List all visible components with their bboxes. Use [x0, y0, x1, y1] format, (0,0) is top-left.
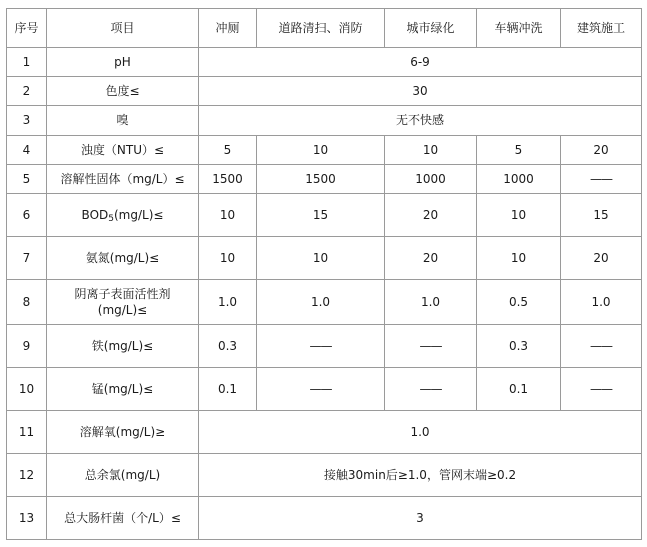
row-value-vehicle-washing: 5	[477, 135, 561, 164]
row-value-urban-greening: ——	[385, 368, 477, 411]
row-value-merged: 1.0	[199, 411, 642, 454]
row-number: 8	[7, 279, 47, 324]
row-value-merged: 接触30min后≥1.0，管网末端≥0.2	[199, 454, 642, 497]
row-number: 11	[7, 411, 47, 454]
row-value-merged: 无不快感	[199, 106, 642, 135]
water-quality-standards-table	[6, 8, 642, 540]
row-number: 3	[7, 106, 47, 135]
row-item-label-line1: 阴离子表面活性剂	[74, 286, 171, 301]
table-row	[7, 454, 642, 497]
row-item-label: 氨氮(mg/L)≤	[47, 236, 199, 279]
row-value-construction: 15	[561, 193, 642, 236]
table-header-row	[7, 9, 642, 48]
row-item-label: 溶解性固体（mg/L）≤	[47, 164, 199, 193]
row-number: 2	[7, 77, 47, 106]
table-row	[7, 411, 642, 454]
row-value-construction: 20	[561, 236, 642, 279]
row-value-toilet-flushing: 0.3	[199, 325, 257, 368]
row-number: 5	[7, 164, 47, 193]
row-value-street-cleaning: 10	[257, 135, 385, 164]
row-value-toilet-flushing: 5	[199, 135, 257, 164]
row-item-label: 色度≤	[47, 77, 199, 106]
row-value-construction: 1.0	[561, 279, 642, 324]
table-row	[7, 279, 642, 324]
row-item-label: 铁(mg/L)≤	[47, 325, 199, 368]
column-header-construction: 建筑施工	[561, 9, 642, 48]
column-header-no: 序号	[7, 9, 47, 48]
row-item-label: 嗅	[47, 106, 199, 135]
row-value-vehicle-washing: 0.5	[477, 279, 561, 324]
row-item-label: 溶解氧(mg/L)≥	[47, 411, 199, 454]
table-row	[7, 497, 642, 540]
row-value-urban-greening: 1000	[385, 164, 477, 193]
column-header-toilet-flushing: 冲厕	[199, 9, 257, 48]
row-value-construction: ——	[561, 368, 642, 411]
row-item-label-line2: (mg/L)≤	[97, 303, 148, 318]
row-value-street-cleaning: 15	[257, 193, 385, 236]
row-value-merged: 3	[199, 497, 642, 540]
row-number: 6	[7, 193, 47, 236]
row-value-toilet-flushing: 1.0	[199, 279, 257, 324]
row-item-label: 锰(mg/L)≤	[47, 368, 199, 411]
row-number: 4	[7, 135, 47, 164]
row-item-label: 浊度（NTU）≤	[47, 135, 199, 164]
column-header-urban-greening: 城市绿化	[385, 9, 477, 48]
table-row	[7, 193, 642, 236]
table-row	[7, 48, 642, 77]
row-value-merged: 6-9	[199, 48, 642, 77]
row-value-urban-greening: 1.0	[385, 279, 477, 324]
column-header-street-cleaning-firefighting: 道路清扫、消防	[257, 9, 385, 48]
row-number: 12	[7, 454, 47, 497]
row-value-vehicle-washing: 10	[477, 236, 561, 279]
row-value-street-cleaning: 1.0	[257, 279, 385, 324]
row-value-construction: ——	[561, 325, 642, 368]
table-row	[7, 368, 642, 411]
table-row	[7, 77, 642, 106]
row-number: 1	[7, 48, 47, 77]
row-value-street-cleaning: 10	[257, 236, 385, 279]
row-item-label	[47, 279, 199, 324]
table-row	[7, 135, 642, 164]
row-item-label: $BOD_5(mg/L)\le$	[47, 193, 199, 236]
row-value-toilet-flushing: 1500	[199, 164, 257, 193]
row-value-street-cleaning: ——	[257, 325, 385, 368]
row-value-vehicle-washing: 0.3	[477, 325, 561, 368]
row-value-toilet-flushing: 10	[199, 193, 257, 236]
row-value-urban-greening: 10	[385, 135, 477, 164]
row-value-construction: 20	[561, 135, 642, 164]
row-number: 7	[7, 236, 47, 279]
row-number: 10	[7, 368, 47, 411]
row-value-toilet-flushing: 0.1	[199, 368, 257, 411]
row-item-label: 总大肠杆菌（个/L）≤	[47, 497, 199, 540]
row-number: 13	[7, 497, 47, 540]
column-header-vehicle-washing: 车辆冲洗	[477, 9, 561, 48]
table-row	[7, 325, 642, 368]
table-row	[7, 106, 642, 135]
row-value-urban-greening: ——	[385, 325, 477, 368]
row-value-vehicle-washing: 1000	[477, 164, 561, 193]
row-value-merged: 30	[199, 77, 642, 106]
row-value-vehicle-washing: 10	[477, 193, 561, 236]
row-value-street-cleaning: ——	[257, 368, 385, 411]
row-value-urban-greening: 20	[385, 193, 477, 236]
row-item-label: 总余氯(mg/L)	[47, 454, 199, 497]
row-item-label: pH	[47, 48, 199, 77]
table-header	[7, 9, 642, 48]
row-value-vehicle-washing: 0.1	[477, 368, 561, 411]
row-value-urban-greening: 20	[385, 236, 477, 279]
table-body	[7, 48, 642, 540]
table-row	[7, 236, 642, 279]
column-header-item: 项目	[47, 9, 199, 48]
row-number: 9	[7, 325, 47, 368]
row-value-street-cleaning: 1500	[257, 164, 385, 193]
row-value-toilet-flushing: 10	[199, 236, 257, 279]
table-row	[7, 164, 642, 193]
row-value-construction: ——	[561, 164, 642, 193]
